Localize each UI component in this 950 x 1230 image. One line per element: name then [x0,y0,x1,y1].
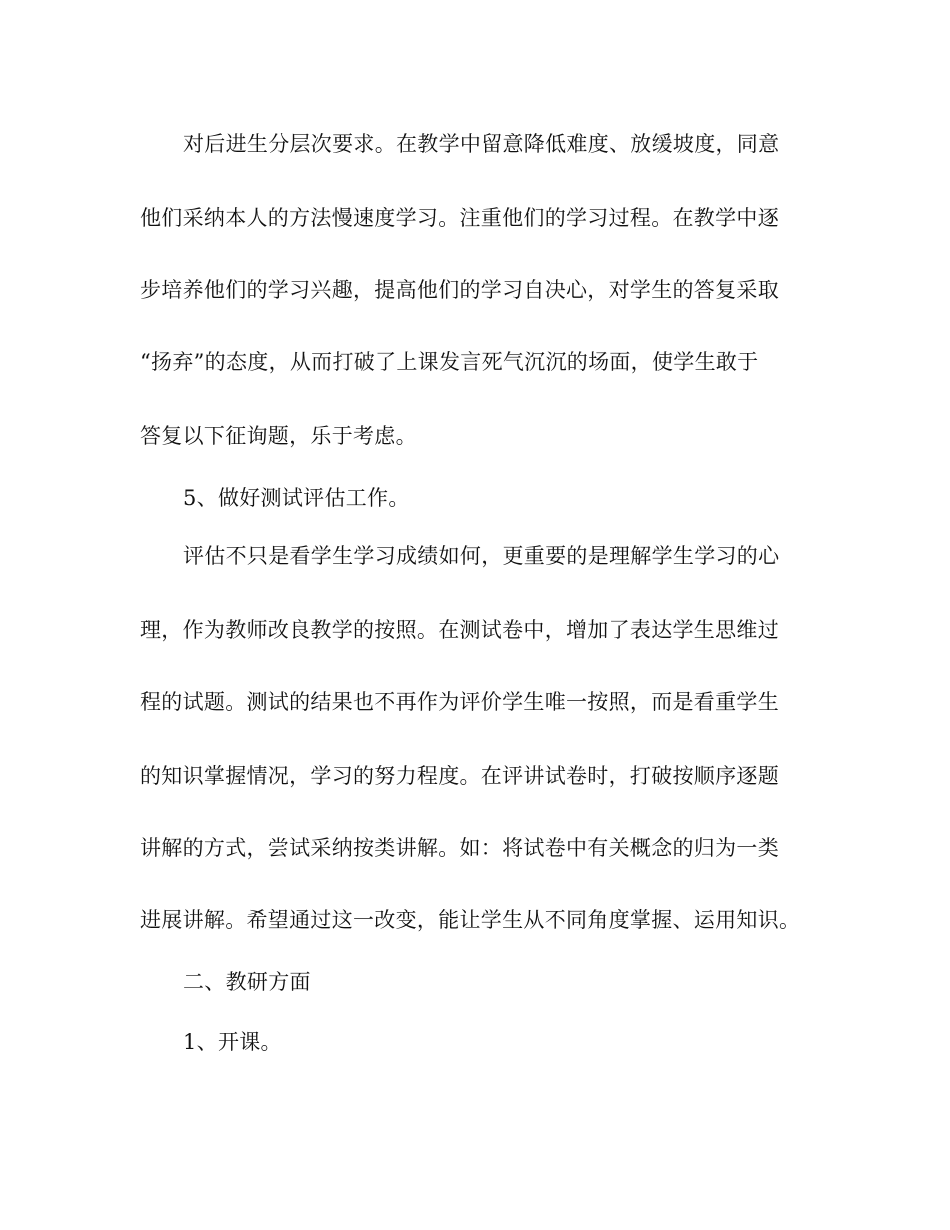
paragraph-line: 评估不只是看学生学习成绩如何，更重要的是理解学生学习的心 [183,544,780,568]
paragraph-line: 答复以下征询题，乐于考虑。 [140,424,417,448]
section-heading: 二、教研方面 [183,970,311,994]
paragraph-line: 他们采纳本人的方法慢速度学习。注重他们的学习过程。在教学中逐 [140,206,779,230]
paragraph-line: 讲解的方式，尝试采纳按类讲解。如：将试卷中有关概念的归为一类 [140,836,779,860]
paragraph-line: 的知识掌握情况，学习的努力程度。在评讲试卷时，打破按顺序逐题 [140,764,779,788]
paragraph-line: 进展讲解。希望通过这一改变，能让学生从不同角度掌握、运用知识。 [140,908,801,932]
paragraph-line: 步培养他们的学习兴趣，提高他们的学习自决心，对学生的答复采取 [140,278,779,302]
paragraph-line: 程的试题。测试的结果也不再作为评价学生唯一按照，而是看重学生 [140,690,779,714]
paragraph-line: 理，作为教师改良教学的按照。在测试卷中，增加了表达学生思维过 [140,618,779,642]
section-heading: 1、开课。 [183,1030,282,1054]
paragraph-line: 对后进生分层次要求。在教学中留意降低难度、放缓坡度，同意 [183,132,780,156]
section-heading: 5、做好测试评估工作。 [183,486,410,510]
paragraph-line: “扬弃”的态度，从而打破了上课发言死气沉沉的场面，使学生敢于 [140,350,759,374]
